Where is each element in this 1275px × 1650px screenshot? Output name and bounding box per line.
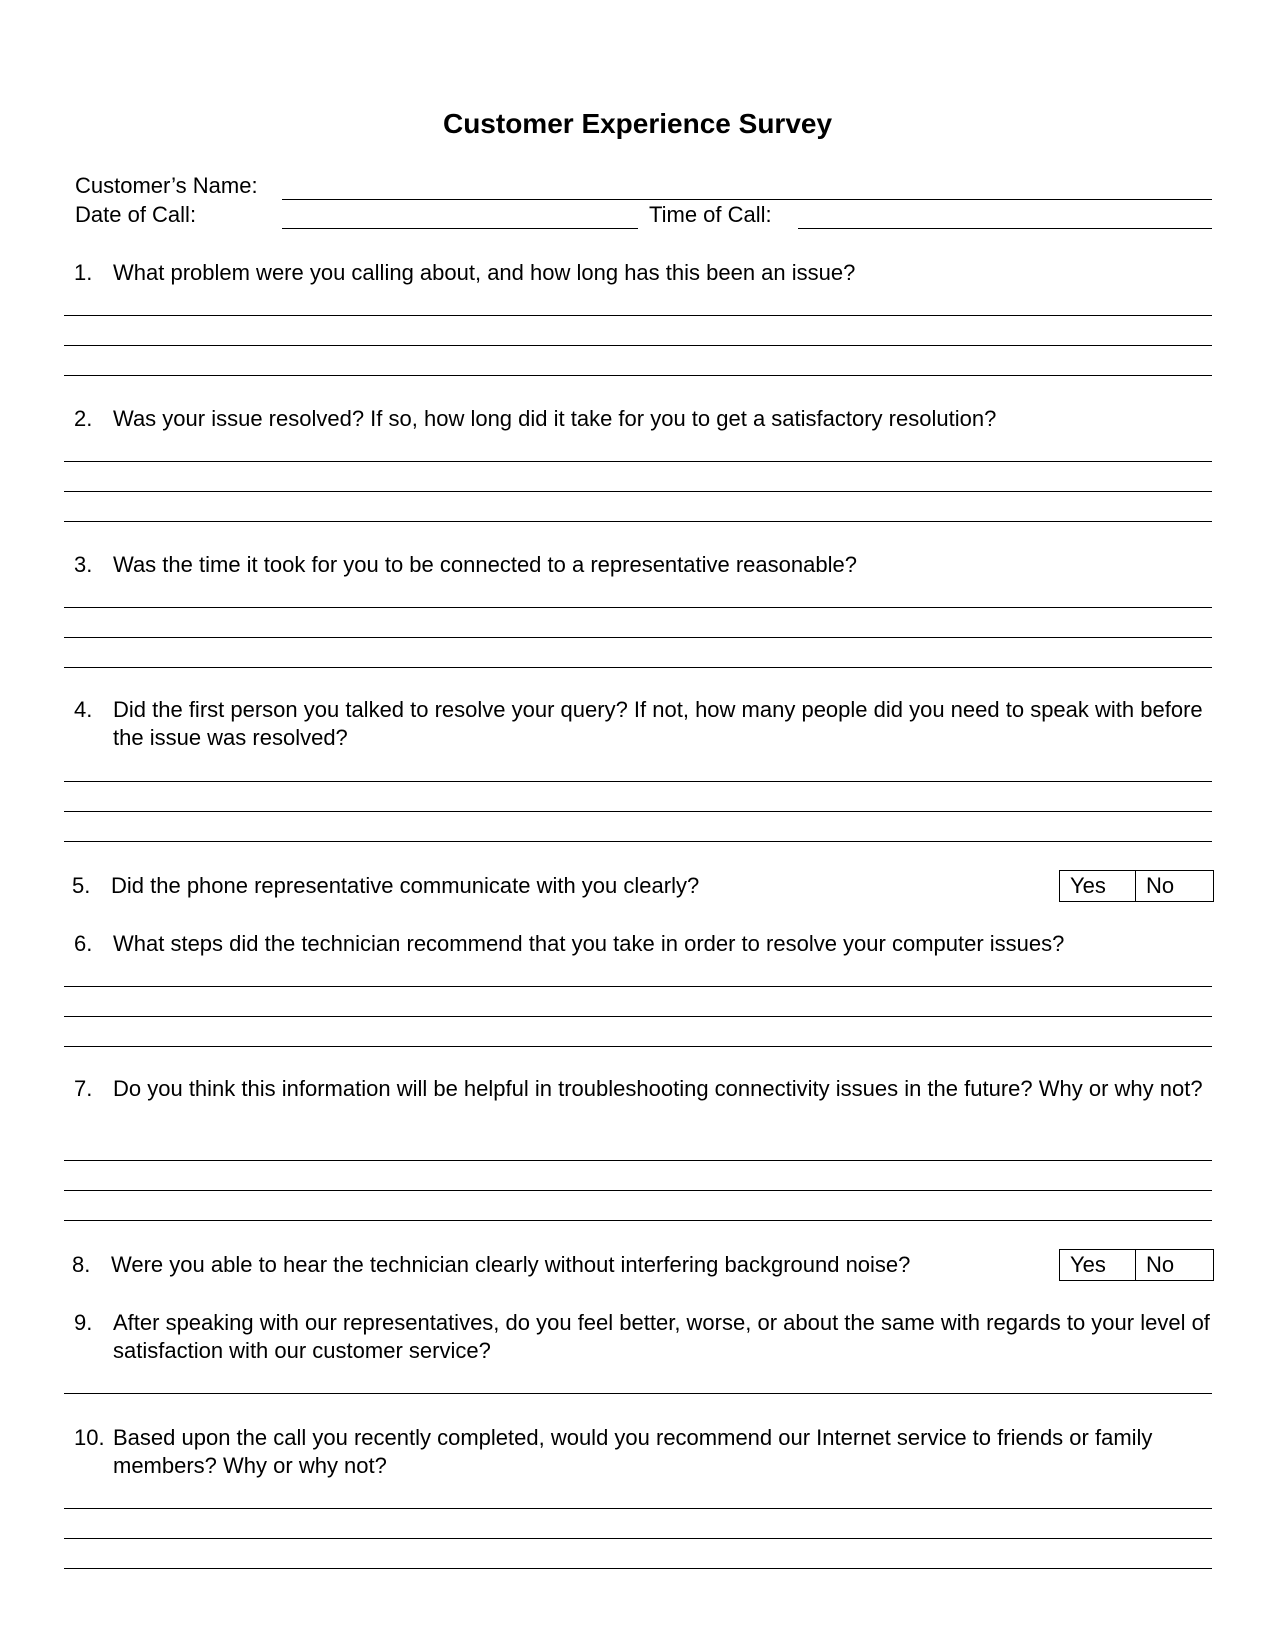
question-2-number: 2. bbox=[74, 406, 93, 431]
customer-name-label: Customer’s Name: bbox=[75, 173, 258, 198]
question-5-number: 5. bbox=[72, 873, 91, 898]
question-1-text: What problem were you calling about, and how long has this been an issue? bbox=[113, 260, 856, 285]
answer-line[interactable] bbox=[64, 1220, 1212, 1221]
answer-line[interactable] bbox=[64, 1508, 1212, 1509]
answer-line[interactable] bbox=[64, 1393, 1212, 1394]
answer-line[interactable] bbox=[64, 461, 1212, 462]
yes-option[interactable]: Yes bbox=[1060, 871, 1136, 901]
answer-line[interactable] bbox=[64, 345, 1212, 346]
question-7-number: 7. bbox=[74, 1076, 93, 1101]
question-3-text: Was the time it took for you to be connected to a representative reasonable? bbox=[113, 552, 857, 577]
answer-line[interactable] bbox=[64, 1538, 1212, 1539]
no-option[interactable]: No bbox=[1146, 873, 1175, 898]
no-option[interactable]: No bbox=[1146, 1252, 1175, 1277]
question-7-text: Do you think this information will be helpful in troubleshooting connectivity issues in the future? Why or why not? bbox=[113, 1076, 1203, 1101]
yes-no-choice bbox=[1059, 1249, 1214, 1281]
answer-line[interactable] bbox=[64, 781, 1212, 782]
question-6-text: What steps did the technician recommend that you take in order to resolve your computer issues? bbox=[113, 931, 1065, 956]
answer-line[interactable] bbox=[64, 1568, 1212, 1569]
question-10-number: 10. bbox=[74, 1425, 105, 1450]
question-1-number: 1. bbox=[74, 260, 93, 285]
answer-line[interactable] bbox=[64, 315, 1212, 316]
answer-line[interactable] bbox=[64, 986, 1212, 987]
answer-line[interactable] bbox=[64, 607, 1212, 608]
date-of-call-field[interactable] bbox=[282, 228, 638, 229]
question-2-text: Was your issue resolved? If so, how long did it take for you to get a satisfactory resolution? bbox=[113, 406, 997, 431]
answer-line[interactable] bbox=[64, 521, 1212, 522]
answer-line[interactable] bbox=[64, 841, 1212, 842]
answer-line[interactable] bbox=[64, 811, 1212, 812]
question-6-number: 6. bbox=[74, 931, 93, 956]
yes-option[interactable]: Yes bbox=[1060, 1250, 1136, 1280]
answer-line[interactable] bbox=[64, 375, 1212, 376]
question-4-text: Did the first person you talked to resolve your query? If not, how many people did you need to speak with before the issue was resolved? bbox=[113, 697, 1203, 750]
date-of-call-label: Date of Call: bbox=[75, 202, 197, 227]
answer-line[interactable] bbox=[64, 491, 1212, 492]
time-of-call-field[interactable] bbox=[798, 228, 1212, 229]
question-9-text: After speaking with our representatives, do you feel better, worse, or about the same with regards to your level of satisfaction with our customer service? bbox=[113, 1310, 1210, 1363]
customer-name-field[interactable] bbox=[282, 199, 1212, 200]
answer-line[interactable] bbox=[64, 1016, 1212, 1017]
question-8-text: Were you able to hear the technician clearly without interfering background noise? bbox=[111, 1252, 911, 1277]
question-8-number: 8. bbox=[72, 1252, 91, 1277]
question-5-text: Did the phone representative communicate with you clearly? bbox=[111, 873, 700, 898]
time-of-call-label: Time of Call: bbox=[649, 202, 772, 227]
answer-line[interactable] bbox=[64, 1160, 1212, 1161]
answer-line[interactable] bbox=[64, 667, 1212, 668]
answer-line[interactable] bbox=[64, 1190, 1212, 1191]
page-title: Customer Experience Survey bbox=[442, 108, 833, 139]
question-10-text: Based upon the call you recently completed, would you recommend our Internet service to friends or family members? Why or why not? bbox=[113, 1425, 1153, 1478]
question-9-number: 9. bbox=[74, 1310, 93, 1335]
question-4-number: 4. bbox=[74, 697, 93, 722]
question-3-number: 3. bbox=[74, 552, 93, 577]
answer-line[interactable] bbox=[64, 637, 1212, 638]
answer-line[interactable] bbox=[64, 1046, 1212, 1047]
yes-no-choice bbox=[1059, 870, 1214, 902]
